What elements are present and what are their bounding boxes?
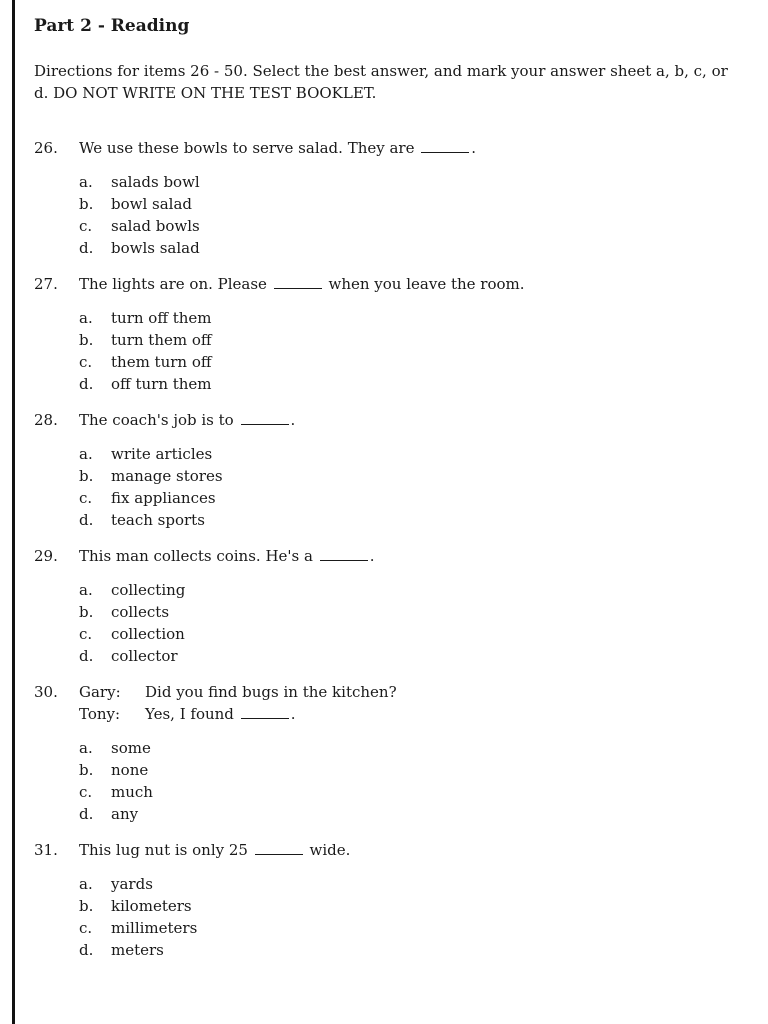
- option-letter: c.: [79, 217, 93, 235]
- answer-option: [79, 329, 750, 351]
- option-text: some: [111, 739, 151, 757]
- question-text-end: wide.: [309, 841, 351, 859]
- answer-option: [79, 737, 750, 759]
- answer-option: [79, 193, 750, 215]
- question-stem: [79, 273, 750, 295]
- answer-option: [79, 873, 750, 895]
- question-list: [34, 137, 750, 961]
- question-item: [34, 137, 750, 259]
- answer-option: [79, 645, 750, 667]
- section-spacer: [34, 122, 750, 123]
- option-letter: d.: [79, 805, 94, 823]
- option-text: turn off them: [111, 309, 212, 327]
- answer-options: [79, 443, 750, 531]
- question-text: Did you find bugs in the kitchen?: [145, 683, 397, 701]
- question-item: [34, 545, 750, 667]
- option-text: salads bowl: [111, 173, 200, 191]
- test-page: [34, 14, 750, 961]
- question-number: 28.: [34, 411, 58, 429]
- option-text: bowls salad: [111, 239, 200, 257]
- part-title: Part 2 - Reading: [34, 16, 190, 36]
- question-item: [34, 839, 750, 961]
- answer-option: [79, 759, 750, 781]
- option-letter: a.: [79, 445, 93, 463]
- answer-blank: [274, 275, 322, 289]
- answer-blank: [241, 411, 289, 425]
- question-text: The coach's job is to: [79, 411, 234, 429]
- answer-option: [79, 215, 750, 237]
- option-text: none: [111, 761, 149, 779]
- answer-option: [79, 307, 750, 329]
- question-line: [34, 545, 750, 567]
- question-number: 30.: [34, 683, 58, 701]
- answer-option: [79, 443, 750, 465]
- question-line: [34, 839, 750, 861]
- option-text: turn them off: [111, 331, 212, 349]
- answer-option: [79, 171, 750, 193]
- dialog-text: [145, 703, 295, 725]
- option-letter: b.: [79, 603, 94, 621]
- option-text: any: [111, 805, 139, 823]
- dialog-text: [145, 681, 397, 703]
- question-stem: [79, 409, 750, 431]
- answer-option: [79, 939, 750, 961]
- option-text: collecting: [111, 581, 186, 599]
- question-number: 26.: [34, 139, 58, 157]
- answer-options: [79, 307, 750, 395]
- question-line: [34, 273, 750, 295]
- dialog-line: [79, 703, 750, 725]
- answer-blank: [255, 841, 303, 855]
- question-text: This lug nut is only 25: [79, 841, 248, 859]
- dialog-line: [79, 681, 750, 703]
- option-letter: b.: [79, 331, 94, 349]
- question-text-end: .: [471, 139, 477, 157]
- option-text: salad bowls: [111, 217, 200, 235]
- answer-blank: [421, 139, 469, 153]
- option-text: meters: [111, 941, 164, 959]
- answer-blank: [241, 705, 289, 719]
- option-letter: c.: [79, 353, 93, 371]
- answer-options: [79, 873, 750, 961]
- question-item: [34, 409, 750, 531]
- question-text-end: .: [290, 705, 296, 723]
- answer-option: [79, 237, 750, 259]
- option-text: yards: [111, 875, 153, 893]
- option-letter: d.: [79, 239, 94, 257]
- option-text: kilometers: [111, 897, 192, 915]
- option-letter: b.: [79, 467, 94, 485]
- answer-option: [79, 917, 750, 939]
- question-line: [34, 137, 750, 159]
- option-text: much: [111, 783, 153, 801]
- option-text: write articles: [111, 445, 213, 463]
- question-text-end: .: [369, 547, 375, 565]
- question-number: [34, 703, 79, 725]
- option-text: collects: [111, 603, 170, 621]
- option-text: millimeters: [111, 919, 198, 937]
- answer-option: [79, 601, 750, 623]
- option-letter: a.: [79, 739, 93, 757]
- question-line: [34, 681, 750, 703]
- answer-option: [79, 623, 750, 645]
- option-letter: a.: [79, 581, 93, 599]
- dialog-speaker: Gary:: [79, 683, 121, 701]
- option-letter: c.: [79, 919, 93, 937]
- option-letter: a.: [79, 875, 93, 893]
- question-number: 27.: [34, 275, 58, 293]
- answer-blank: [320, 547, 368, 561]
- answer-option: [79, 781, 750, 803]
- option-text: fix appliances: [111, 489, 216, 507]
- answer-options: [79, 579, 750, 667]
- dialog-speaker: Tony:: [79, 705, 121, 723]
- option-letter: d.: [79, 511, 94, 529]
- question-text: This man collects coins. He's a: [79, 547, 313, 565]
- answer-options: [79, 737, 750, 825]
- option-letter: a.: [79, 173, 93, 191]
- answer-options: [79, 171, 750, 259]
- option-letter: c.: [79, 625, 93, 643]
- option-letter: d.: [79, 375, 94, 393]
- option-text: collector: [111, 647, 178, 665]
- option-letter: b.: [79, 761, 94, 779]
- question-line: [34, 703, 750, 725]
- answer-option: [79, 579, 750, 601]
- answer-option: [79, 895, 750, 917]
- option-letter: d.: [79, 941, 94, 959]
- option-letter: b.: [79, 195, 94, 213]
- option-text: off turn them: [111, 375, 212, 393]
- question-text: The lights are on. Please: [79, 275, 267, 293]
- question-item: [34, 681, 750, 825]
- option-letter: d.: [79, 647, 94, 665]
- answer-option: [79, 373, 750, 395]
- question-stem: [79, 137, 750, 159]
- option-text: bowl salad: [111, 195, 193, 213]
- margin-rule: [12, 0, 15, 1024]
- option-text: collection: [111, 625, 185, 643]
- answer-option: [79, 351, 750, 373]
- answer-option: [79, 803, 750, 825]
- question-number: 31.: [34, 841, 58, 859]
- question-number: 29.: [34, 547, 58, 565]
- option-letter: c.: [79, 783, 93, 801]
- question-line: [34, 409, 750, 431]
- option-letter: b.: [79, 897, 94, 915]
- question-text-end: .: [290, 411, 296, 429]
- option-text: teach sports: [111, 511, 205, 529]
- question-stem: [79, 545, 750, 567]
- option-text: manage stores: [111, 467, 223, 485]
- question-text: Yes, I found: [145, 705, 234, 723]
- option-letter: a.: [79, 309, 93, 327]
- answer-option: [79, 487, 750, 509]
- option-text: them turn off: [111, 353, 212, 371]
- directions-text: Directions for items 26 - 50. Select the best answer, and mark your answer sheet a, b, c, or d. DO NOT WRITE ON THE TEST BOOKLET.: [34, 62, 728, 102]
- option-letter: c.: [79, 489, 93, 507]
- answer-option: [79, 465, 750, 487]
- question-stem: [79, 839, 750, 861]
- question-text: We use these bowls to serve salad. They are: [79, 139, 415, 157]
- question-text-end: when you leave the room.: [328, 275, 525, 293]
- question-item: [34, 273, 750, 395]
- answer-option: [79, 509, 750, 531]
